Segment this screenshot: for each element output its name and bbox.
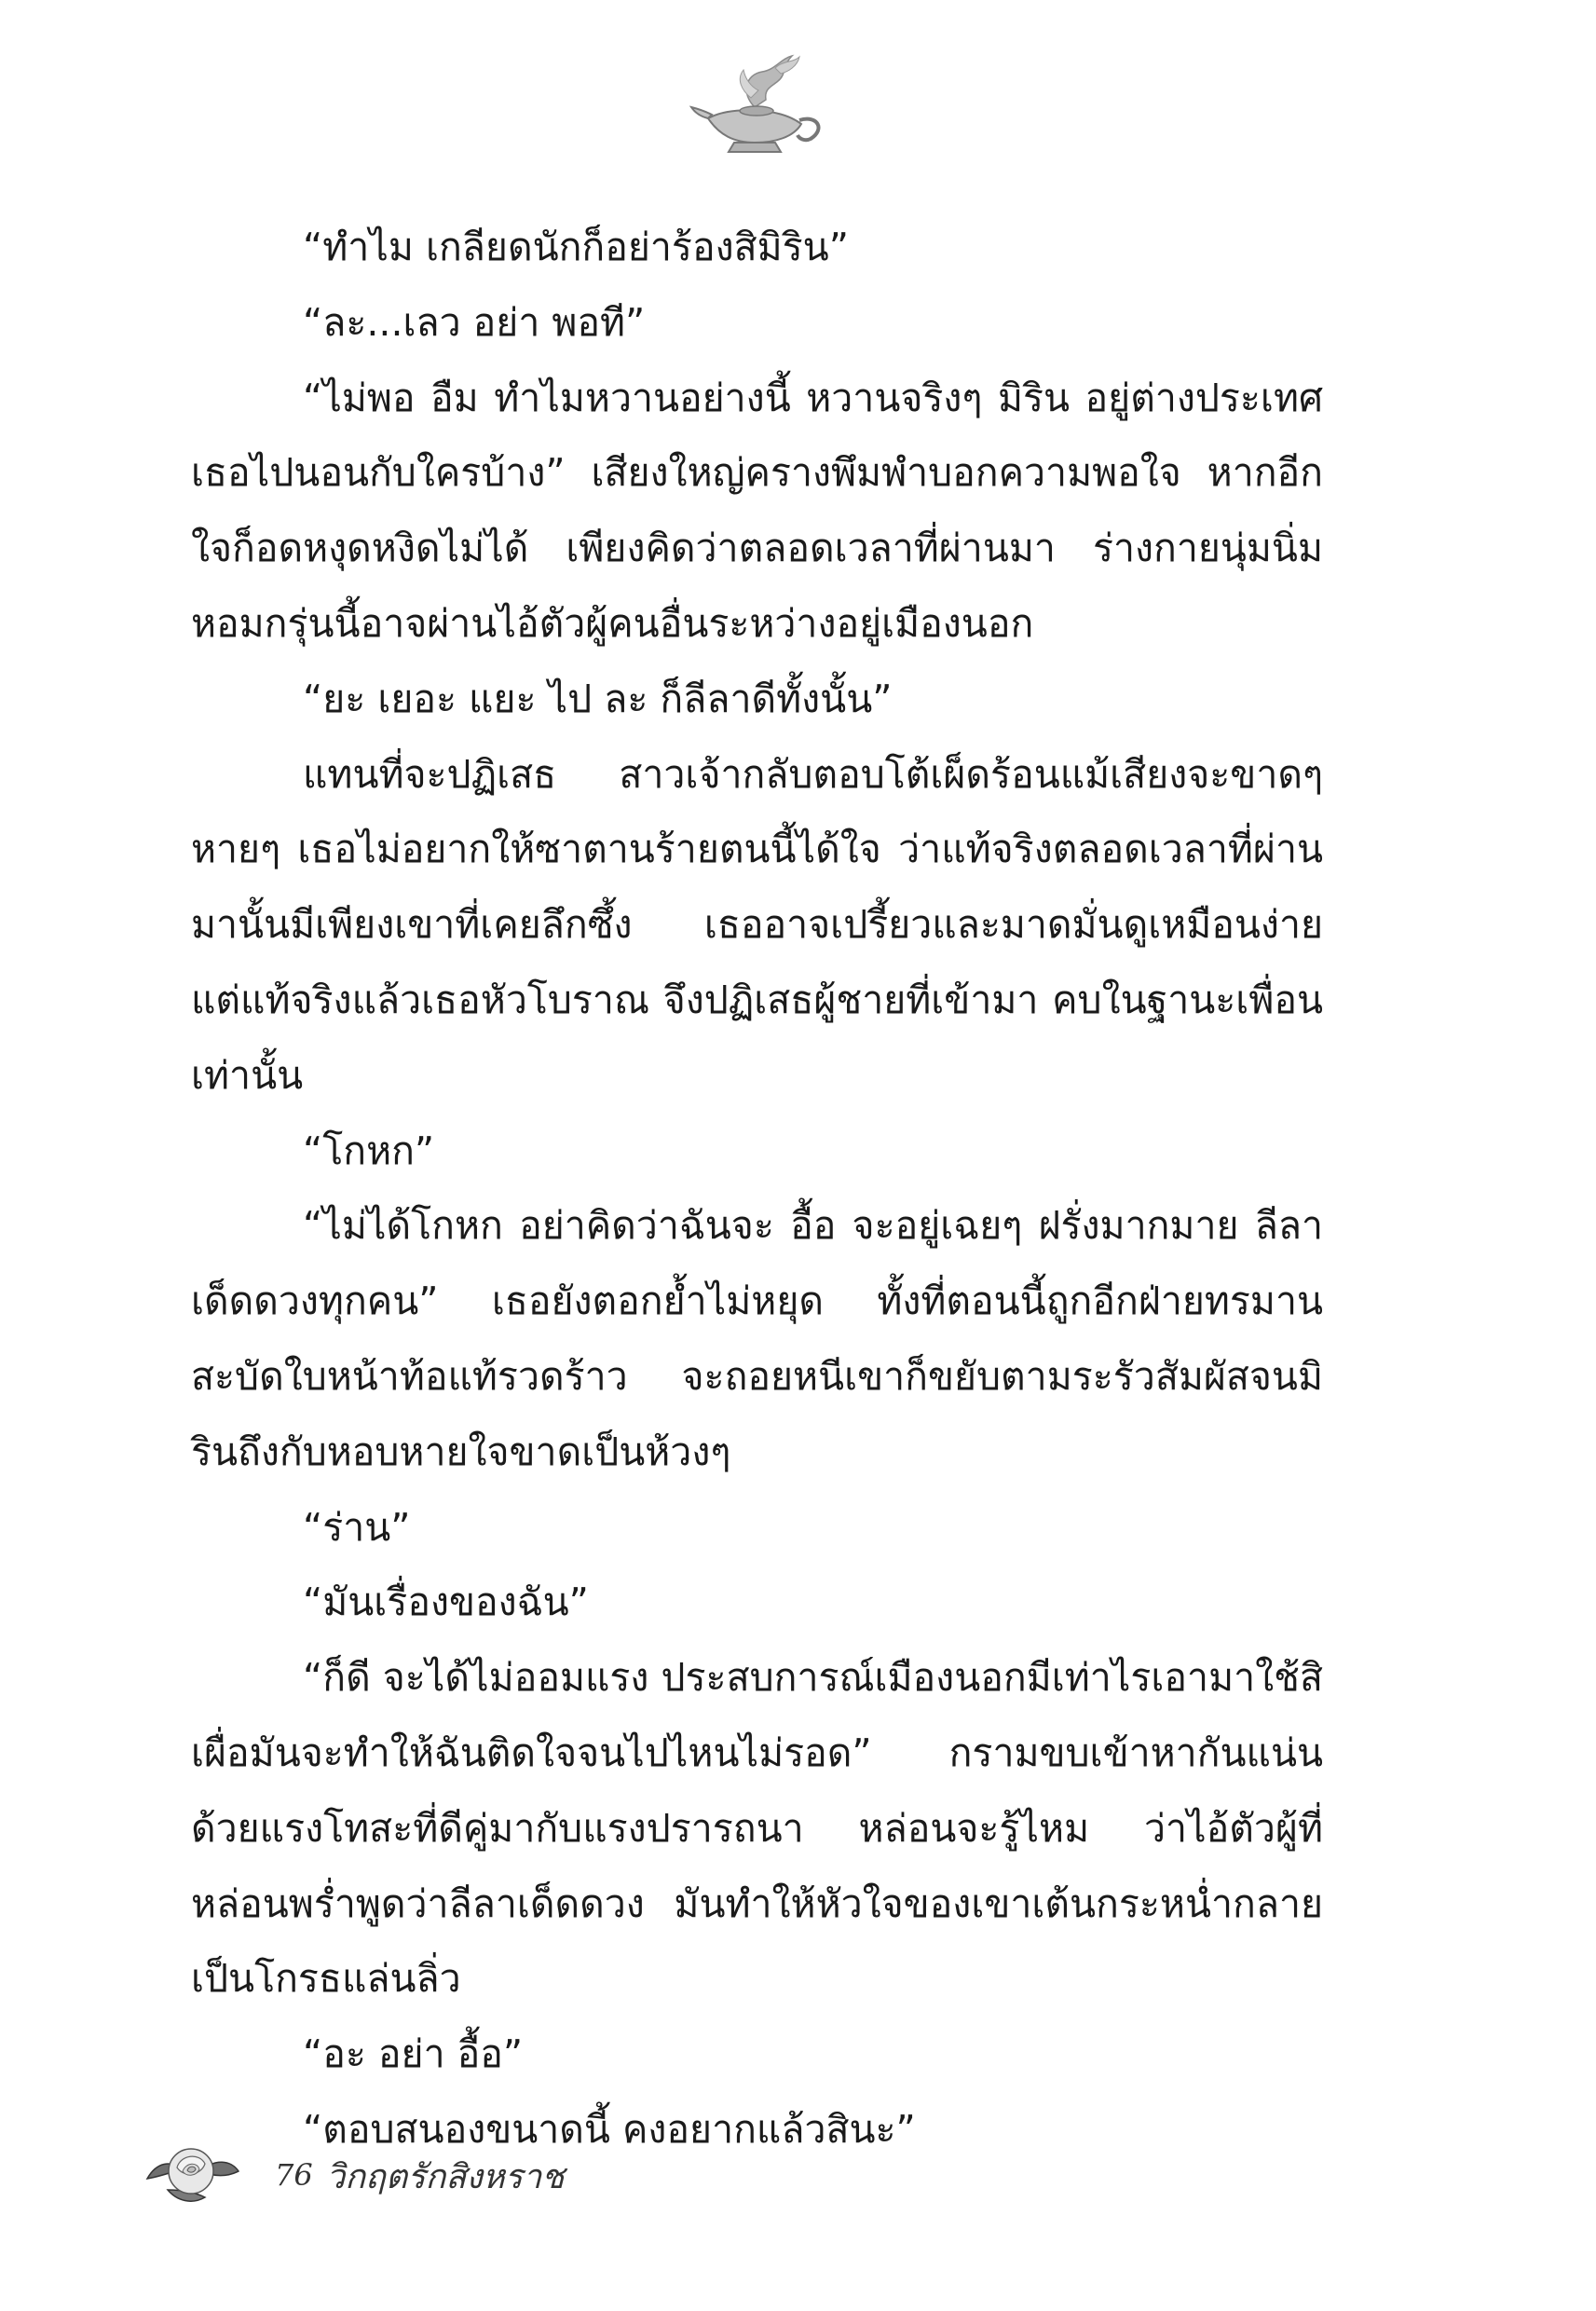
- page-footer: [140, 2134, 699, 2218]
- magic-lamp-icon: [689, 51, 829, 158]
- page-number: 76: [275, 2157, 313, 2193]
- paragraph: “ยะ เยอะ แยะ ไป ละ ก็ลีลาดีทั้งนั้น”: [303, 676, 893, 721]
- paragraph: แทนที่จะปฏิเสธ สาวเจ้ากลับตอบโต้เผ็ดร้อนแม้เสียงจะขาดๆ หายๆ เธอไม่อยากให้ซาตานร้ายตนนี้ได้ใจ ว่าแท้จริงตลอดเวลาที่ผ่านมานั้นมีเพียงเขาที่เคยลึกซึ้ง เธออาจเปรี้ยวและมาดมั่นดูเหมือนง่าย แต่แท้จริงแล้วเธอหัวโบราณ จึงปฏิเสธผู้ชายที่เข้ามา คบในฐานะเพื่อนเท่านั้น: [191, 751, 1323, 1098]
- paragraph: “ตอบสนองขนาดนี้ คงอยากแล้วสินะ”: [303, 2106, 916, 2152]
- paragraph: “ไม่พอ อืม ทำไมหวานอย่างนี้ หวานจริงๆ มิริน อยู่ต่างประเทศเธอไปนอนกับใครบ้าง” เสียงใหญ่ครางพึมพำบอกความพอใจ หากอีกใจก็อดหงุดหงิดไม่ได้ เพียงคิดว่าตลอดเวลาที่ผ่านมา ร่างกายนุ่มนิ่มหอมกรุ่นนี้อาจผ่านไอ้ตัวผู้คนอื่นระหว่างอยู่เมืองนอก: [191, 375, 1323, 646]
- chapter-body: [191, 210, 1323, 2167]
- paragraph: “ก็ดี จะได้ไม่ออมแรง ประสบการณ์เมืองนอกมีเท่าไรเอามาใช้สิเผื่อมันจะทำให้ฉันติดใจจนไปไหนไม่รอด” กรามขบเข้าหากันแน่นด้วยแรงโทสะที่ดีคู่มากับแรงปรารถนา หล่อนจะรู้ไหม ว่าไอ้ตัวผู้ที่หล่อนพร่ำพูดว่าลีลาเด็ดดวง มันทำให้หัวใจของเขาเต้นกระหน่ำกลายเป็นโกรธแล่นลิ่ว: [191, 1655, 1323, 2002]
- paragraph: “ทำไม เกลียดนักก็อย่าร้องสิมิริน”: [303, 225, 849, 269]
- paragraph: “ละ...เลว อย่า พอที”: [303, 299, 646, 345]
- paragraph: “มันเรื่องของฉัน”: [303, 1579, 589, 1625]
- paragraph: “อะ อย่า อื้อ”: [303, 2031, 524, 2077]
- paragraph: “ร่าน”: [303, 1504, 411, 1550]
- rose-icon: [140, 2134, 242, 2208]
- paragraph: “ไม่ได้โกหก อย่าคิดว่าฉันจะ อื้อ จะอยู่เฉยๆ ฝรั่งมากมาย ลีลาเด็ดดวงทุกคน” เธอยังตอกย้ำไม่หยุด ทั้งที่ตอนนี้ถูกอีกฝ่ายทรมานสะบัดใบหน้าท้อแท้รวดร้าว จะถอยหนีเขาก็ขยับตามระรัวสัมผัสจนมิรินถึงกับหอบหายใจขาดเป็นห้วงๆ: [191, 1203, 1323, 1474]
- book-title: วิกฤตรักสิงหราช: [326, 2158, 565, 2196]
- paragraph: “โกหก”: [303, 1128, 435, 1173]
